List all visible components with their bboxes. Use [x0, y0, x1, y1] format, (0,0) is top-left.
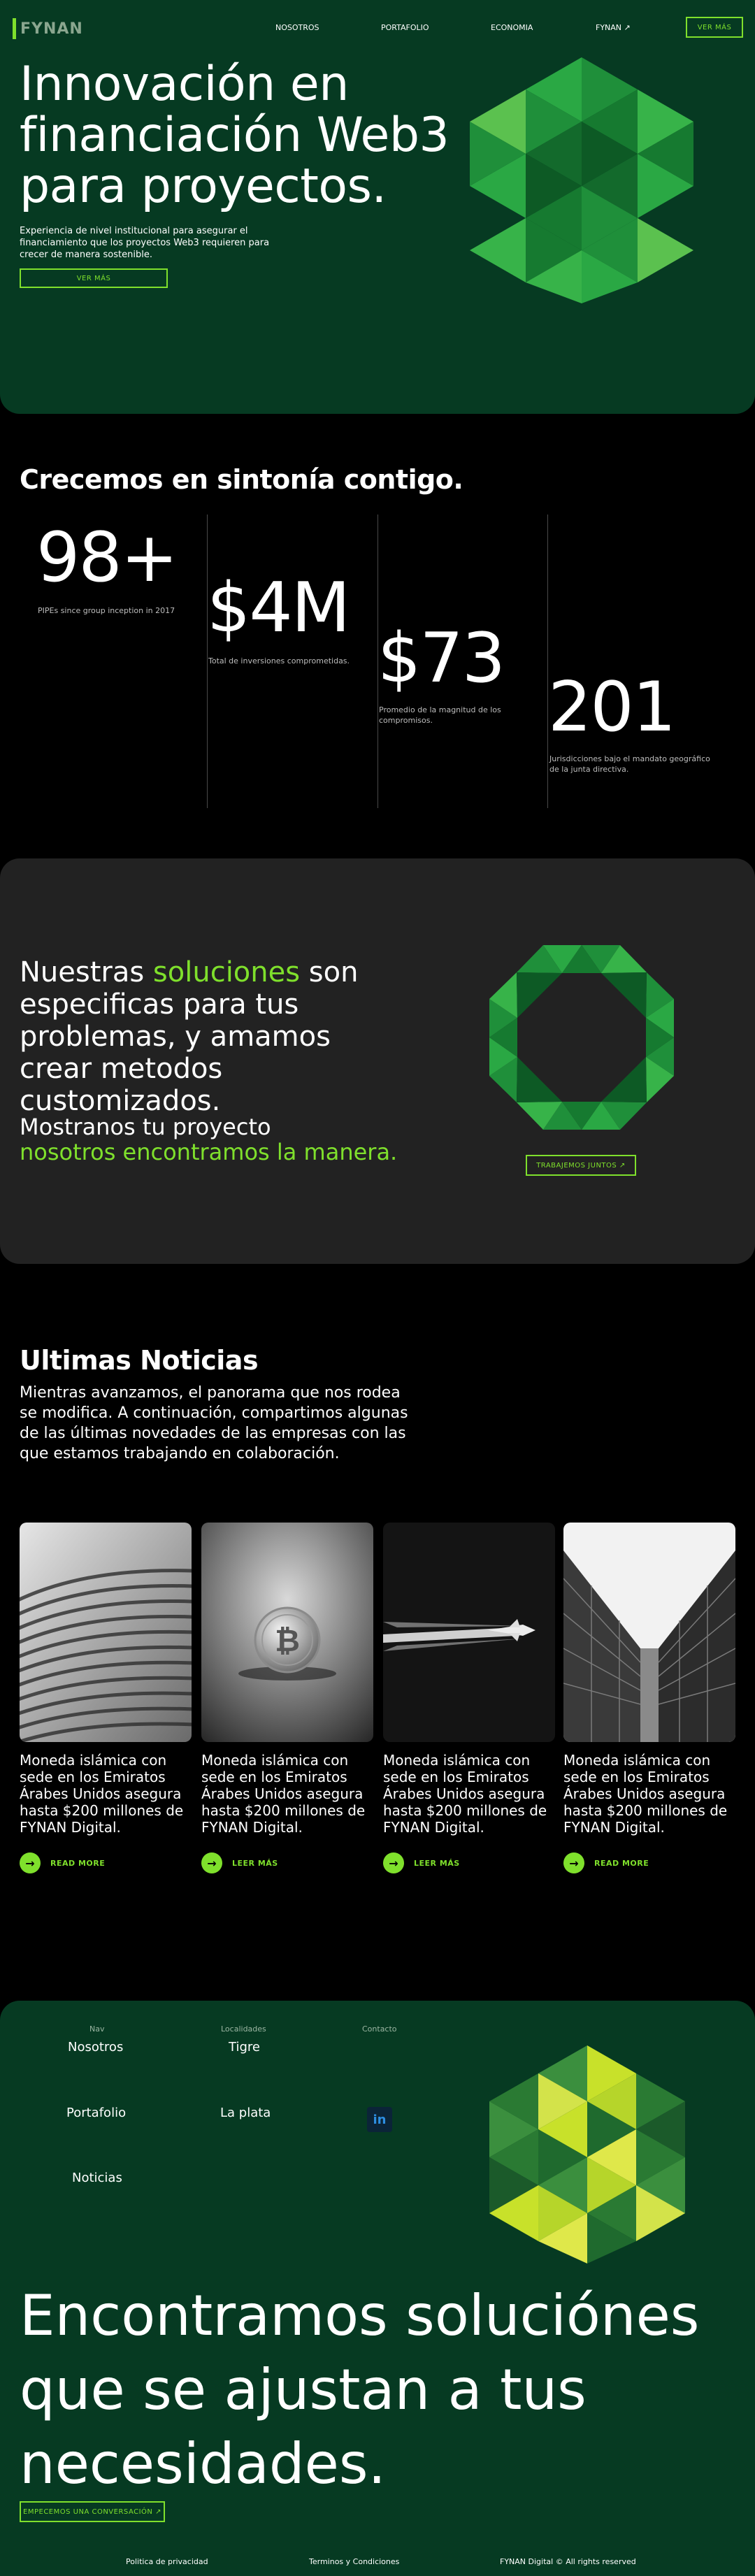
copyright-text: FYNAN Digital © All rights reserved	[500, 2557, 636, 2566]
read-more-link[interactable]	[383, 1852, 460, 1873]
footer-tagline: Encontramos soluciónes que se ajustan a tus necesidades.	[20, 2283, 700, 2496]
news-image-skyscrapers[interactable]	[563, 1523, 735, 1742]
arrow-right-icon[interactable]: →	[563, 1852, 584, 1873]
read-more-label[interactable]: READ MORE	[50, 1858, 106, 1868]
hero-title: Innovación en financiación Web3 para proyectos.	[20, 57, 450, 214]
news-card[interactable]	[201, 1523, 373, 1886]
subline-highlight: nosotros encontramos la manera.	[20, 1139, 398, 1165]
headline-highlight: soluciones	[152, 956, 301, 988]
subline-text: Mostranos tu proyecto	[20, 1114, 271, 1140]
nav-item-fynan[interactable]: FYNAN ↗	[596, 23, 631, 32]
stat-divider	[547, 515, 548, 808]
stat-divider	[207, 515, 208, 808]
stats-title: Crecemos en sintonía contigo.	[20, 464, 463, 495]
footer-link-noticias[interactable]: Noticias	[72, 2171, 122, 2185]
solutions-headline	[20, 956, 390, 1117]
octagon-ring-graphic	[489, 945, 674, 1130]
terms-link[interactable]: Terminos y Condiciones	[309, 2557, 400, 2566]
read-more-link[interactable]	[201, 1852, 278, 1873]
hero-subtitle: Experiencia de nivel institucional para asegurar el financiamiento que los proyectos Web3 requieren para crecer de manera sostenible.	[20, 226, 270, 260]
nav-item-nosotros[interactable]: NOSOTROS	[275, 23, 319, 32]
news-card-text: Moneda islámica con sede en los Emiratos Árabes Unidos asegura hasta $200 millones de FYNAN Digital.	[20, 1752, 184, 1836]
news-title: Ultimas Noticias	[20, 1345, 259, 1376]
news-card-text: Moneda islámica con sede en los Emiratos Árabes Unidos asegura hasta $200 millones de FYNAN Digital.	[563, 1752, 728, 1836]
solutions-section	[0, 858, 755, 1264]
stat-caption-1: PIPEs since group inception in 2017	[38, 606, 175, 615]
hero-section	[0, 0, 755, 414]
news-card-text: Moneda islámica con sede en los Emiratos Árabes Unidos asegura hasta $200 millones de FYNAN Digital.	[383, 1752, 547, 1836]
footer-link-portafolio[interactable]: Portafolio	[66, 2106, 127, 2120]
news-card[interactable]	[383, 1523, 555, 1886]
read-more-link[interactable]	[563, 1852, 649, 1873]
news-image-bitcoin[interactable]	[201, 1523, 373, 1742]
privacy-policy-link[interactable]: Politica de privacidad	[126, 2557, 208, 2566]
svg-text:₿: ₿	[275, 1623, 300, 1659]
footer-nav-heading: Nav	[89, 2024, 105, 2034]
start-conversation-button[interactable]: EMPECEMOS UNA CONVERSACIÓN ↗	[20, 2501, 165, 2522]
headline-part: son especificas para tus problemas, y amamos crear metodos customizados.	[20, 956, 359, 1117]
arrow-right-icon[interactable]: →	[383, 1852, 404, 1873]
nav-cta-button[interactable]: VER MÁS	[686, 17, 743, 38]
footer-locations-heading: Localidades	[221, 2024, 266, 2034]
read-more-label[interactable]: LEER MÁS	[414, 1858, 460, 1868]
arrow-right-icon[interactable]: →	[20, 1852, 41, 1873]
read-more-label[interactable]: LEER MÁS	[232, 1858, 278, 1868]
news-intro: Mientras avanzamos, el panorama que nos rodea se modifica. A continuación, compartimos algunas de las últimas novedades de las empresas con las que estamos trabajando en colaboración.	[20, 1384, 408, 1462]
stat-caption-4: Jurisdicciones bajo el mandato geográfico de la junta directiva.	[549, 754, 710, 774]
news-image-jet[interactable]	[383, 1523, 555, 1742]
hero-cta-button[interactable]: VER MÁS	[20, 268, 168, 288]
nav-item-economia[interactable]: ECONOMIA	[491, 23, 533, 32]
stat-value-4: 201	[548, 668, 675, 747]
news-card-text: Moneda islámica con sede en los Emiratos Árabes Unidos asegura hasta $200 millones de FYNAN Digital.	[201, 1752, 366, 1836]
stat-value-1: 98+	[36, 518, 177, 598]
headline-part: Nuestras	[20, 956, 153, 988]
footer-s-hexagon-graphic	[489, 2045, 685, 2264]
footer-contact-heading: Contacto	[362, 2024, 397, 2034]
news-image-architecture[interactable]	[20, 1523, 192, 1742]
brand-name: FYNAN	[20, 20, 83, 38]
stat-value-3: $73	[378, 619, 505, 698]
nav-item-portafolio[interactable]: PORTAFOLIO	[381, 23, 429, 32]
linkedin-icon[interactable]: in	[367, 2107, 392, 2132]
read-more-link[interactable]	[20, 1852, 105, 1873]
footer-link-nosotros[interactable]: Nosotros	[68, 2040, 124, 2055]
stat-caption-3: Promedio de la magnitud de los compromisos.	[379, 705, 501, 725]
work-together-button[interactable]: TRABAJEMOS JUNTOS ↗	[526, 1155, 636, 1176]
stat-caption-2: Total de inversiones comprometidas.	[208, 656, 350, 665]
footer-location-tigre[interactable]: Tigre	[229, 2040, 260, 2055]
news-card[interactable]	[20, 1523, 192, 1886]
stat-value-2: $4M	[207, 568, 350, 648]
news-card[interactable]	[563, 1523, 735, 1886]
arrow-right-icon[interactable]: →	[201, 1852, 222, 1873]
solutions-subline	[20, 1114, 411, 1165]
hero-hexagon-graphic	[470, 57, 693, 303]
footer-location-la-plata[interactable]: La plata	[220, 2106, 271, 2120]
read-more-label[interactable]: READ MORE	[594, 1858, 649, 1868]
site-footer	[0, 2001, 755, 2576]
top-nav	[0, 23, 755, 37]
